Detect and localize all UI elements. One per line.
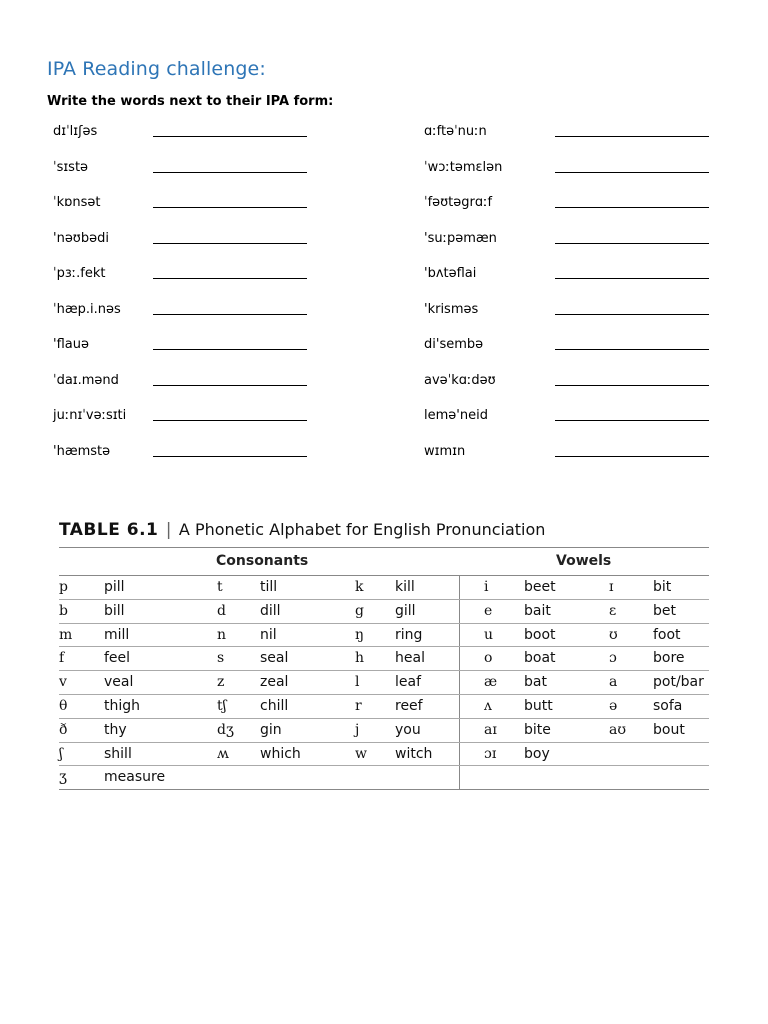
table-caption: A Phonetic Alphabet for English Pronunciation [178,520,546,539]
phonetic-symbol: e [484,602,493,619]
table-row [59,624,709,648]
answer-blank-line[interactable] [153,207,307,208]
instructions: Write the words next to their IPA form: [47,94,334,109]
example-word: measure [104,769,166,786]
example-word: bait [524,602,551,619]
word-row [53,231,383,267]
table-row [59,743,709,767]
example-word: heal [395,650,425,667]
example-word: bit [653,579,672,595]
ipa-word: 'nəʊbədi [53,230,109,246]
example-word: foot [653,626,681,643]
table-row [59,695,709,719]
example-word: beet [524,579,556,595]
answer-blank-line[interactable] [555,385,709,386]
phonetic-symbol: f [59,650,65,667]
ipa-word: 'suːpəmæn [424,230,497,246]
example-word: chill [260,697,289,714]
ipa-word: wɪmɪn [424,443,466,459]
example-word: feel [104,650,131,667]
word-row [53,124,383,160]
phonetic-symbol: z [217,674,225,691]
word-row [53,444,383,480]
answer-blank-line[interactable] [555,314,709,315]
word-row [53,337,383,373]
ipa-word: 'bʌtəflai [424,266,477,281]
word-row [53,373,383,409]
word-row [424,302,754,338]
phonetic-symbol: ʍ [217,745,229,762]
example-word: bore [653,650,685,667]
example-word: thy [104,721,127,738]
ipa-word: juːnɪˈvəːsɪti [53,408,127,423]
ipa-word: lemə'neid [424,408,488,423]
phonetic-symbol: æ [484,674,498,691]
answer-blank-line[interactable] [555,136,709,137]
phonetic-symbol: a [609,674,618,691]
word-row [424,337,754,373]
word-row [424,373,754,409]
word-row [53,195,383,231]
word-row [424,444,754,480]
answer-blank-line[interactable] [153,385,307,386]
word-row [424,160,754,196]
answer-blank-line[interactable] [555,207,709,208]
table-title-separator: | [165,520,172,540]
example-word: boat [524,650,556,667]
phonetic-symbol: s [217,650,225,667]
example-word: you [395,721,421,738]
phonetic-symbol: ɛ [609,602,617,619]
phonetic-symbol: aɪ [484,721,497,738]
phonetic-symbol: dʒ [217,721,234,738]
table-row [59,600,709,624]
example-word: shill [104,745,132,762]
example-word: thigh [104,697,141,714]
phonetic-symbol: r [355,697,362,714]
answer-blank-line[interactable] [555,278,709,279]
answer-blank-line[interactable] [153,172,307,173]
phonetic-symbol: ð [59,721,68,738]
ipa-word: 'flauə [53,337,89,352]
table-header-row [59,548,709,576]
ipa-word: ˈpɜː.fekt [53,266,106,281]
right-word-column [424,124,754,479]
word-row [424,266,754,302]
example-word: bite [524,721,551,738]
answer-blank-line[interactable] [153,314,307,315]
phonetic-symbol: w [355,745,367,762]
ipa-word: ɑːftəˈnuːn [424,124,487,139]
example-word: bill [104,602,125,619]
phonetic-alphabet-table [59,520,709,790]
answer-blank-line[interactable] [153,456,307,457]
answer-blank-line[interactable] [555,349,709,350]
phonetic-symbol: ɔɪ [484,745,497,762]
phonetic-symbol: t [217,579,223,595]
table-title [59,520,709,548]
word-row [424,124,754,160]
example-word: butt [524,697,553,714]
phonetic-symbol: n [217,626,227,643]
table-row [59,576,709,600]
example-word: bat [524,674,547,691]
answer-blank-line[interactable] [555,172,709,173]
example-word: bet [653,602,676,619]
example-word: gin [260,721,282,738]
example-word: leaf [395,674,422,691]
table-row [59,719,709,743]
ipa-word: avəˈkɑːdəʊ [424,372,496,388]
table-row [59,647,709,671]
answer-blank-line[interactable] [153,278,307,279]
ipa-word: ˈhæp.i.nəs [53,301,121,317]
phonetic-symbol: p [59,579,68,595]
phonetic-symbol: o [484,650,493,667]
example-word: witch [395,745,433,762]
example-word: mill [104,626,130,643]
answer-blank-line[interactable] [555,420,709,421]
word-row [53,160,383,196]
example-word: seal [260,650,289,667]
ipa-word: 'krisməs [424,301,479,317]
example-word: nil [260,626,277,643]
phonetic-symbol: ʌ [484,697,492,714]
phonetic-symbol: b [59,602,68,619]
phonetic-symbol: tʃ [217,697,227,714]
example-word: reef [395,697,423,714]
phonetic-symbol: ʃ [59,745,63,762]
phonetic-symbol: j [355,721,360,738]
word-row [53,266,383,302]
phonetic-symbol: h [355,650,365,667]
example-word: which [260,745,301,762]
answer-blank-line[interactable] [555,456,709,457]
table-row [59,766,709,790]
vowels-header: Vowels [556,553,612,569]
ipa-word: ˈwɔːtəmɛlən [424,159,503,175]
example-word: dill [260,602,281,619]
phonetic-symbol: ɔ [609,650,617,667]
word-row [424,231,754,267]
example-word: boy [524,745,550,762]
answer-blank-line[interactable] [153,349,307,350]
word-row [424,195,754,231]
phonetic-symbol: i [484,579,489,595]
table-row [59,671,709,695]
ipa-word: di'sembə [424,337,484,352]
phonetic-symbol: ə [609,697,618,714]
phonetic-symbol: g [355,602,364,619]
phonetic-symbol: ʒ [59,769,67,786]
example-word: pot/bar [653,674,704,691]
example-word: boot [524,626,556,643]
answer-blank-line[interactable] [153,243,307,244]
ipa-word: ˈfəʊtəgrɑːf [424,195,493,210]
phonetic-symbol: ɪ [609,579,614,595]
phonetic-symbol: ŋ [355,626,365,643]
phonetic-symbol: u [484,626,494,643]
word-row [53,302,383,338]
example-word: gill [395,602,416,619]
word-row [424,408,754,444]
table-body [59,576,709,790]
consonants-header: Consonants [216,553,309,569]
word-row [53,408,383,444]
page-title: IPA Reading challenge: [47,58,266,80]
phonetic-symbol: θ [59,697,68,714]
example-word: bout [653,721,685,738]
answer-blank-line[interactable] [153,420,307,421]
example-word: sofa [653,697,683,714]
example-word: kill [395,579,415,595]
ipa-word: ˈdaɪ.mənd [53,372,119,388]
answer-blank-line[interactable] [153,136,307,137]
left-word-column [53,124,383,479]
table-number: TABLE 6.1 [59,520,159,540]
phonetic-symbol: l [355,674,360,691]
example-word: ring [395,626,423,643]
ipa-word: ˈsɪstə [53,159,89,175]
example-word: zeal [260,674,289,691]
ipa-word: ˈkɒnsət [53,195,101,210]
phonetic-symbol: ʊ [609,626,618,643]
phonetic-symbol: d [217,602,226,619]
ipa-word: dɪˈlɪʃəs [53,124,98,139]
phonetic-symbol: v [59,674,67,691]
answer-blank-line[interactable] [555,243,709,244]
phonetic-symbol: k [355,579,364,595]
example-word: pill [104,579,125,595]
ipa-word: 'hæmstə [53,443,111,459]
phonetic-symbol: aʊ [609,721,627,738]
phonetic-symbol: m [59,626,73,643]
example-word: till [260,579,278,595]
example-word: veal [104,674,134,691]
